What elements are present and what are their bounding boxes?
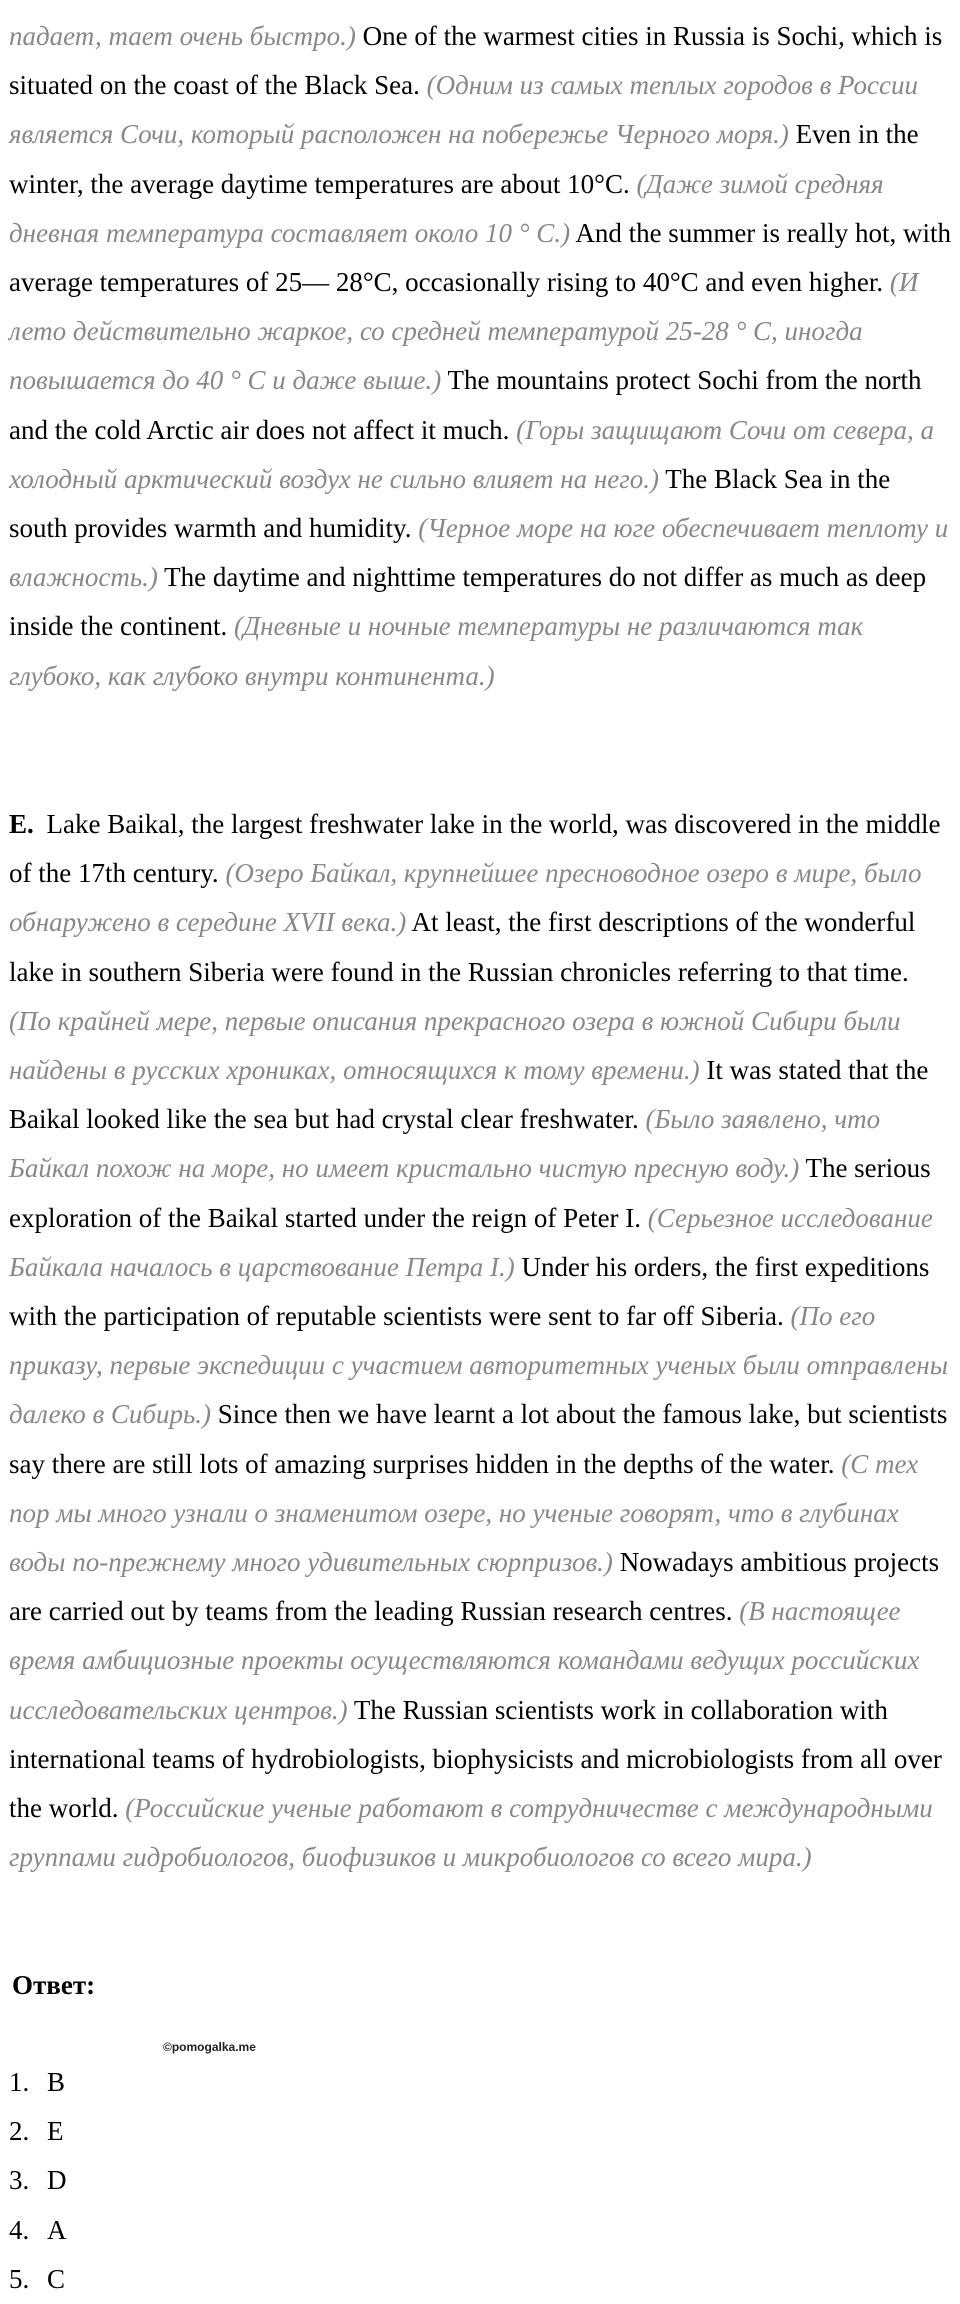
- english-text: One of the warmest cities in Russia is Sochi, which is situated on the coast of the Black Sea.: [9, 21, 943, 101]
- english-text: Since then we have learnt a lot about the famous lake, but scientists say there are still lots of amazing surprises hidden in the depths of the water.: [9, 1399, 948, 1479]
- english-text: The mountains protect Sochi from the north and the cold Arctic air does not affect it much.: [9, 365, 922, 445]
- english-text: Lake Baikal, the largest freshwater lake in the world, was discovered in the middle of the 17th century.: [9, 809, 941, 889]
- translation-text: (По его приказу, первые экспедиции с участием авторитетных ученых были отправлены далеко в Сибирь.): [9, 1301, 948, 1430]
- paragraph-baikal: [9, 800, 954, 1882]
- answer-item: [9, 2156, 67, 2205]
- english-text: Under his orders, the first expeditions with the participation of reputable scientists were sent to far off Siberia.: [9, 1251, 930, 1332]
- translation-text: (И лето действительно жаркое, со средней температурой 25-28 ° С, иногда повышается до 40 ° С и даже выше.): [9, 267, 919, 396]
- answer-item: [9, 2206, 67, 2255]
- translation-text: (С тех пор мы много узнали о знаменитом озере, но ученые говорят, что в глубинах воды по-прежнему много удивительных сюрпризов.): [9, 1448, 919, 1578]
- translation-text: (Озеро Байкал, крупнейшее пресноводное озеро в мире, было обнаружено в середине XVII века.): [9, 858, 922, 938]
- translation-text: (Горы защищают Сочи от севера, а холодный арктический воздух не сильно влияет на него.): [9, 414, 935, 494]
- answer-number: 3.: [9, 2165, 30, 2196]
- answer-value: B: [47, 2067, 66, 2097]
- answer-item: [9, 2058, 67, 2107]
- watermark: ©pomogalka.me: [163, 2040, 256, 2054]
- translation-text: (Было заявлено, что Байкал похож на море, но имеет кристально чистую пресную воду.): [9, 1104, 881, 1184]
- english-text: The Black Sea in the south provides warmth and humidity.: [9, 463, 891, 544]
- english-text: Even in the winter, the average daytime temperatures are about 10°C.: [9, 119, 919, 199]
- translation-text: (Даже зимой средняя дневная температура составляет около 10 ° С.): [9, 168, 884, 248]
- english-text: At least, the first descriptions of the wonderful lake in southern Siberia were found in the Russian chronicles referring to that time.: [9, 907, 916, 987]
- translation-text: (Серьезное исследование Байкала началось в царствование Петра I.): [9, 1202, 933, 1282]
- answer-heading: Ответ:: [12, 1970, 96, 2000]
- answer-value: A: [47, 2214, 67, 2245]
- answer-value: E: [47, 2116, 64, 2147]
- translation-text: (Черное море на юге обеспечивает теплоту и влажность.): [9, 513, 949, 593]
- answer-number: 5.: [9, 2263, 30, 2294]
- english-text: And the summer is really hot, with average temperatures of 25— 28°C, occasionally rising to 40°C and even higher.: [9, 217, 952, 298]
- answer-number: 1.: [9, 2067, 30, 2097]
- paragraph-letter: E.: [9, 809, 34, 839]
- english-text: Nowadays ambitious projects are carried out by teams from the leading Russian research centres.: [9, 1547, 940, 1627]
- translation-text: (Российские ученые работают в сотрудничестве с международными группами гидробиологов, биофизиков и микробиологов со всего мира.): [9, 1793, 933, 1873]
- answer-item: [9, 2107, 67, 2156]
- translation-text: падает, тает очень быстро.): [9, 21, 356, 51]
- english-text: The daytime and nighttime temperatures do not differ as much as deep inside the continent.: [9, 562, 927, 642]
- answer-list: [9, 2058, 67, 2304]
- translation-text: (В настоящее время амбициозные проекты осуществляются командами ведущих российских исследовательских центров.): [9, 1596, 920, 1725]
- translation-text: (Одним из самых теплых городов в России является Сочи, который расположен на побережье Черного моря.): [9, 70, 919, 150]
- english-text: The Russian scientists work in collaboration with international teams of hydrobiologists, biophysicists and microbiologists from all over the world.: [9, 1694, 942, 1824]
- english-text: It was stated that the Baikal looked like the sea but had crystal clear freshwater.: [9, 1055, 929, 1135]
- translation-text: (По крайней мере, первые описания прекрасного озера в южной Сибири были найдены в русских хрониках, относящихся к тому времени.): [9, 1005, 901, 1086]
- answer-item: [9, 2255, 67, 2304]
- answer-value: D: [47, 2165, 67, 2196]
- translation-text: (Дневные и ночные температуры не различаются так глубоко, как глубоко внутри континента.): [9, 611, 864, 691]
- answer-number: 4.: [9, 2214, 30, 2245]
- paragraph-sochi: [9, 12, 954, 701]
- answer-value: C: [47, 2263, 66, 2294]
- answer-number: 2.: [9, 2116, 30, 2147]
- english-text: The serious exploration of the Baikal started under the reign of Peter I.: [9, 1153, 931, 1233]
